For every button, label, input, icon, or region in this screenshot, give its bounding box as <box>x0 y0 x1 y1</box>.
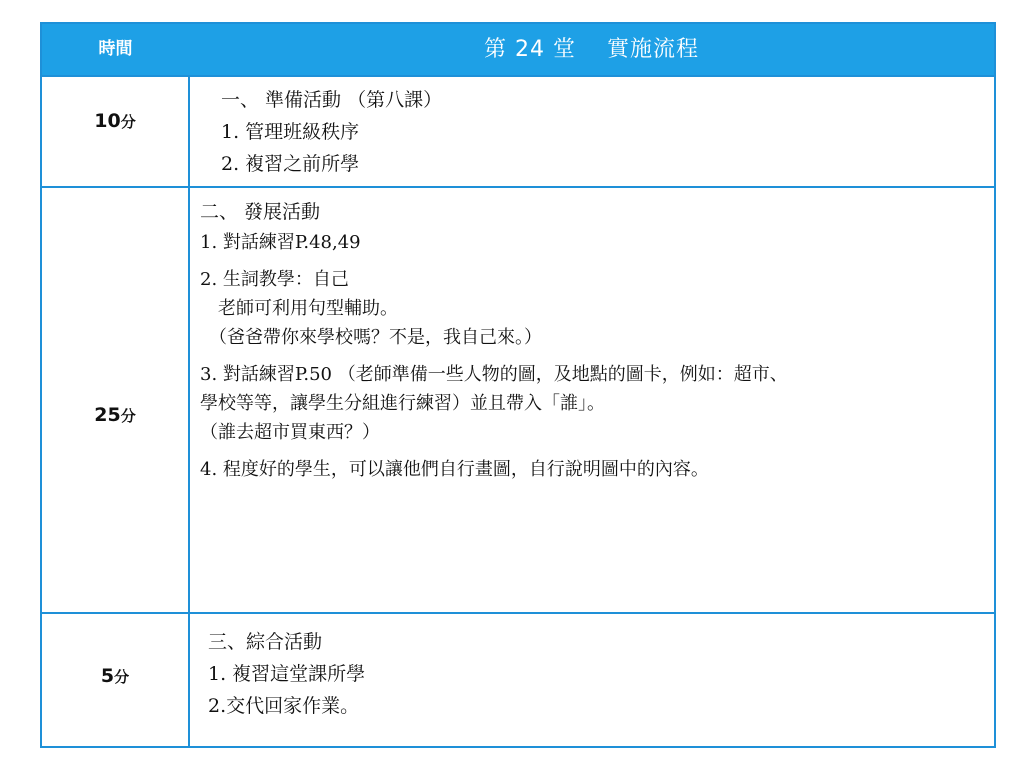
content-cell-row-3 <box>208 626 998 722</box>
time-unit: 分 <box>114 668 130 686</box>
time-cell-row-2 <box>42 404 188 426</box>
list-item: 2.交代回家作業。 <box>208 695 360 717</box>
list-item: 4. 程度好的學生，可以讓他們自行畫圖，自行說明圖中的內容。 <box>200 459 709 480</box>
list-item: 1. 複習這堂課所學 <box>208 663 366 685</box>
list-item: 2. 複習之前所學 <box>202 153 360 175</box>
list-item-detail: 老師可利用句型輔助。 <box>200 298 398 319</box>
time-cell-row-3 <box>42 665 188 687</box>
content-cell-row-2 <box>200 196 990 484</box>
lesson-plan-table <box>40 22 996 748</box>
time-cell-row-1 <box>42 110 188 132</box>
column-divider <box>188 77 190 746</box>
time-value: 10 <box>94 110 121 132</box>
time-value: 5 <box>100 665 115 687</box>
row-divider <box>42 186 994 188</box>
table-header <box>42 24 994 77</box>
time-value: 25 <box>94 404 121 426</box>
time-unit: 分 <box>120 113 136 131</box>
section-heading: 一、 準備活動 （第八課） <box>202 89 443 111</box>
list-item-detail: 學校等等，讓學生分組進行練習）並且帶入「誰」。 <box>200 393 605 414</box>
list-item: 3. 對話練習P.50 （老師準備一些人物的圖，及地點的圖卡，例如：超市、 <box>200 364 788 385</box>
section-heading: 二、 發展活動 <box>200 201 321 223</box>
list-item-detail: （誰去超市買東西？） <box>200 422 380 443</box>
list-item: 2. 生詞教學：自己 <box>200 269 349 290</box>
header-title: 第 24 堂 實施流程 <box>484 37 699 62</box>
header-time-label: 時間 <box>98 39 133 59</box>
list-item: 1. 管理班級秩序 <box>202 121 360 143</box>
list-item: 1. 對話練習P.48,49 <box>200 232 361 253</box>
time-unit: 分 <box>120 407 136 425</box>
list-item-detail: （爸爸帶你來學校嗎？不是，我自己來。） <box>200 327 542 348</box>
row-divider <box>42 612 994 614</box>
section-heading: 三、綜合活動 <box>208 631 323 653</box>
content-cell-row-1 <box>202 84 992 180</box>
